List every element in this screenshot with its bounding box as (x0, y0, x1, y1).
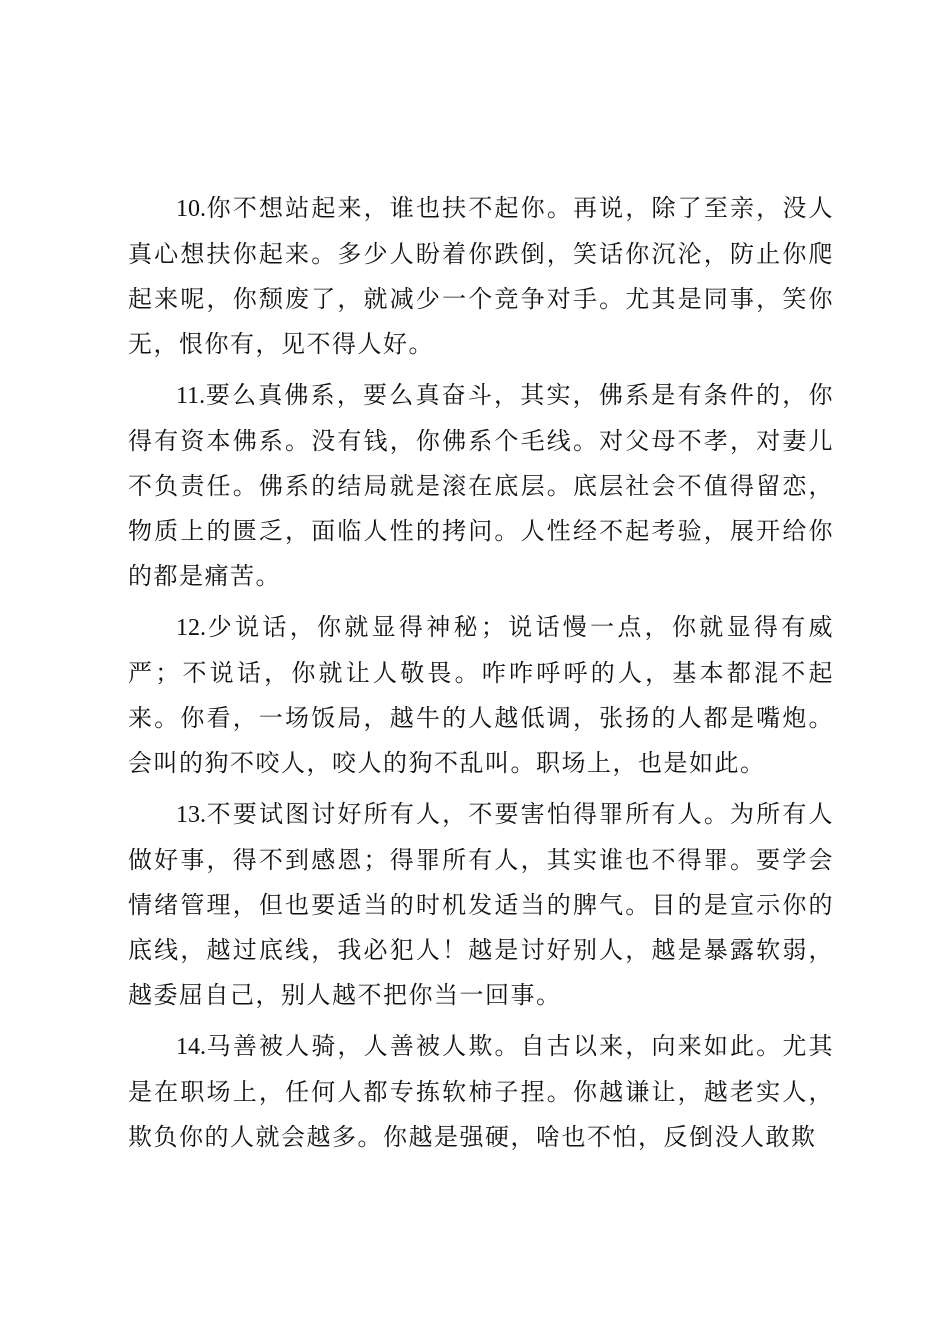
paragraph-text: 你不想站起来，谁也扶不起你。再说，除了至亲，没人真心想扶你起来。多少人盼着你跌倒，笑话你沉沦，防止你爬起来呢，你颓废了，就减少一个竞争对手。尤其是同事，笑你无，恨你有，见不得人好。 (128, 194, 834, 358)
paragraph-number: 13. (176, 802, 206, 828)
paragraph-number: 10. (176, 196, 206, 222)
paragraph-text: 马善被人骑，人善被人欺。自古以来，向来如此。尤其是在职场上，任何人都专拣软柿子捏。你越谦让，越老实人，欺负你的人就会越多。你越是强硬，啥也不怕，反倒没人敢欺 (128, 1032, 834, 1151)
paragraph-text: 要么真佛系，要么真奋斗，其实，佛系是有条件的，你得有资本佛系。没有钱，你佛系个毛线。对父母不孝，对妻儿不负责任。佛系的结局就是滚在底层。底层社会不值得留恋，物质上的匮乏，面临人性的拷问。人性经不起考验，展开给你的都是痛苦。 (128, 381, 834, 590)
paragraph-text: 不要试图讨好所有人，不要害怕得罪所有人。为所有人做好事，得不到感恩；得罪所有人，其实谁也不得罪。要学会情绪管理，但也要适当的时机发适当的脾气。目的是宣示你的底线，越过底线，我必犯人！越是讨好别人，越是暴露软弱，越委屈自己，别人越不把你当一回事。 (128, 800, 834, 1009)
paragraph-number: 14. (176, 1034, 206, 1060)
paragraph-13 (128, 792, 834, 1018)
paragraph-11 (128, 373, 834, 599)
document-page (128, 186, 834, 1166)
paragraph-12 (128, 605, 834, 786)
paragraph-number: 11. (176, 383, 206, 409)
paragraph-10 (128, 186, 834, 367)
paragraph-number: 12. (176, 615, 206, 641)
paragraph-text: 少说话，你就显得神秘；说话慢一点，你就显得有威严；不说话，你就让人敬畏。咋咋呼呼的人，基本都混不起来。你看，一场饭局，越牛的人越低调，张扬的人都是嘴炮。会叫的狗不咬人，咬人的狗不乱叫。职场上，也是如此。 (128, 613, 834, 777)
paragraph-14 (128, 1024, 834, 1160)
